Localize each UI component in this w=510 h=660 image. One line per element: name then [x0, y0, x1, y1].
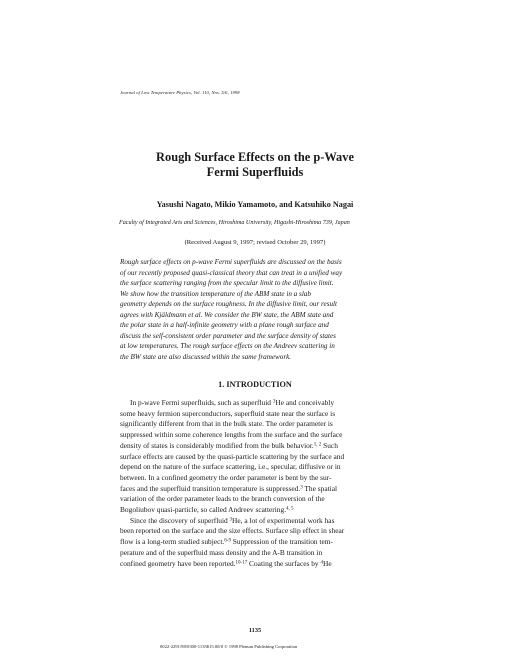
- abstract: [120, 257, 398, 362]
- abstract-line: discuss the self-consistent order parameter and the surface density of states: [120, 331, 336, 340]
- body-line: depend on the nature of the surface scattering, i.e., specular, diffusive or in: [120, 462, 341, 472]
- body-line: Bogoliubov quasi-particle, so called Andreev scattering.$^{4, 5}$: [120, 505, 294, 515]
- body-line: been reported on the surface and the size effects. Surface slip effect in shear: [120, 526, 345, 536]
- body-line: flow is a long-term studied subject.$^{6-9}$ Suppression of the transition tem-: [120, 537, 333, 547]
- journal-header: Journal of Low Temperature Physics, Vol. 110, Nos. 5/6, 1998: [120, 90, 240, 95]
- abstract-line: at low temperatures. The rough surface effects on the Andreev scattering in: [120, 342, 335, 350]
- citation-superscript: 4, 5: [286, 506, 294, 512]
- abstract-line: We show how the transition temperature of the ABM state in a slab: [120, 289, 311, 298]
- body-line: between. In a confined geometry the order parameter is bent by the sur-: [120, 472, 332, 482]
- body-line: faces and the superfluid transition temperature is suppressed.$^3$ The spatial: [120, 483, 338, 493]
- body-line: In p-wave Fermi superfluids, such as superfluid $^3$He and conceivably: [130, 398, 335, 407]
- abstract-line: geometry depends on the surface roughness. In the diffusive limit, our result: [120, 300, 338, 308]
- citation-superscript: 3: [300, 485, 303, 491]
- isotope-superscript: 3: [229, 517, 233, 523]
- body-line: surface effects are caused by the quasi-particle scattering by the surface and: [120, 451, 345, 461]
- isotope-superscript: 4: [320, 560, 323, 566]
- body-line: suppressed within some coherence lengths from the surface and the surface: [120, 430, 343, 440]
- section-heading: 1. INTRODUCTION: [218, 380, 292, 389]
- page-number: 1135: [248, 627, 262, 634]
- citation-superscript: 1, 2: [313, 442, 322, 448]
- citation-superscript: 6-9: [224, 538, 231, 544]
- body-line: Since the discovery of superfluid $^3$He, a lot of experimental work has: [130, 515, 335, 525]
- body-text: [120, 398, 400, 569]
- body-line: significantly different from that in the bulk state. The order parameter is: [120, 419, 333, 429]
- body-line: density of states is considerably modified from the bulk behavior.$^{1, 2}$ Such: [120, 440, 338, 450]
- title-line-2: Fermi Superfluids: [206, 165, 304, 179]
- isotope-superscript: 3: [272, 399, 276, 405]
- citation-superscript: 10-17: [235, 560, 248, 566]
- body-line: some heavy fermion superconductors, superfluid state near the surface is: [120, 408, 336, 418]
- body-line: confined geometry have been reported.$^{10-17}$ Coating the surfaces by $^4$He: [120, 558, 332, 568]
- author-list: Yasushi Nagato, Mikio Yamamoto, and Katsuhiko Nagai: [156, 200, 354, 209]
- abstract-line: the surface scattering ranging from the specular limit to the diffusive limit.: [120, 279, 334, 287]
- body-line: variation of the order parameter leads to the branch conversion of the: [120, 494, 325, 504]
- abstract-line: Rough surface effects on p-wave Fermi superfluids are discussed on the basis: [120, 258, 342, 266]
- copyright-notice: 0022-2291/98/0300-1135$15.00/0 © 1998 Plenum Publishing Corporation: [160, 644, 298, 649]
- abstract-line: the polar state in a half-infinite geometry with a plane rough surface and: [120, 321, 329, 329]
- abstract-line: of our recently proposed quasi-classical theory that can treat in a unified way: [120, 268, 343, 277]
- affiliation: Faculty of Integrated Arts and Sciences, Hiroshima University, Higashi-Hiroshima 739, Japan: [119, 220, 350, 226]
- body-line: perature and of the superfluid mass density and the A-B transition in: [120, 547, 323, 557]
- received-date: (Received August 9, 1997; revised October 29, 1997): [184, 239, 326, 246]
- title-line-1: Rough Surface Effects on the p-Wave: [156, 150, 354, 164]
- abstract-line: the BW state are also discussed within the same framework.: [120, 352, 292, 361]
- paper-title: [0, 150, 510, 180]
- abstract-line: agrees with Kjäldmann et al. We consider the BW state, the ABM state and: [120, 310, 334, 319]
